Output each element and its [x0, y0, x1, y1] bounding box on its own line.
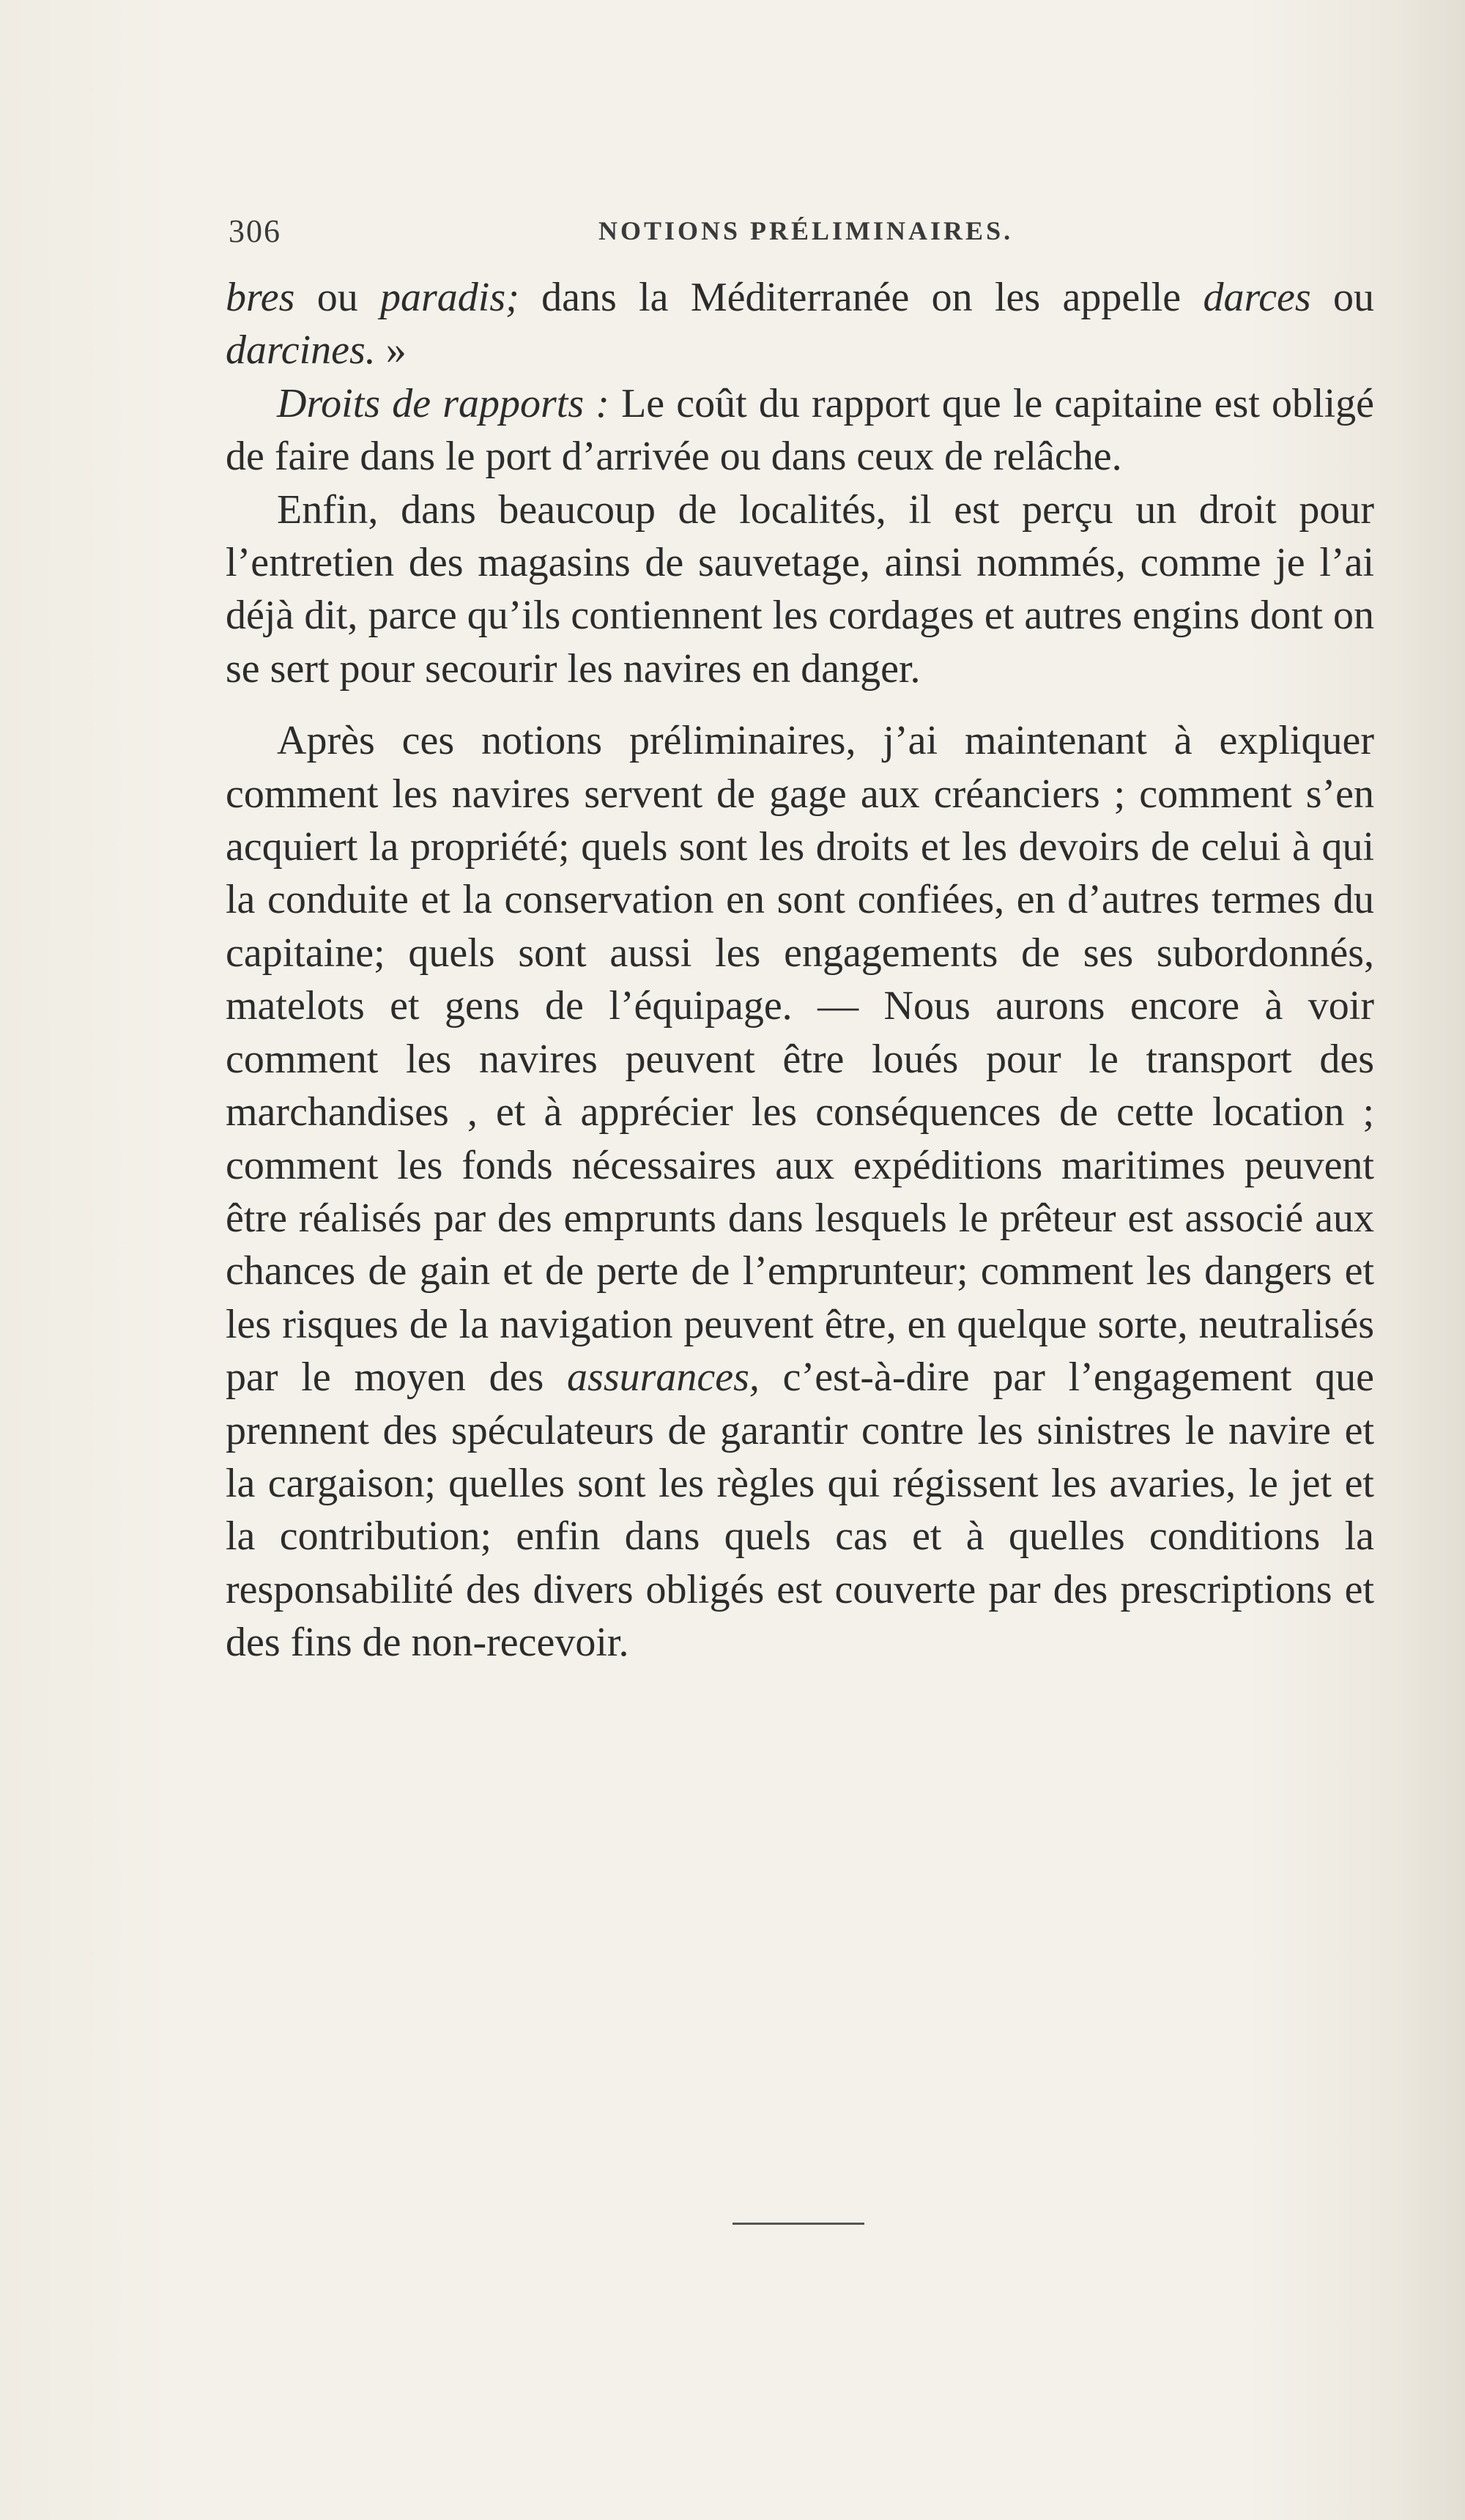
- section-end-rule: [732, 2223, 864, 2225]
- text-run: c’est-à-dire par l’engagement que prennent des spéculateurs de garantir contre les sinistres le navire et la cargaison; quelles sont les règles qui régissent les avaries, le jet et la contribution; enfin dans quels cas et à quelles conditions la responsabilité des divers obligés est couverte par des prescriptions et des fins de non-recevoir.: [226, 1354, 1374, 1666]
- italic-term: bres: [226, 275, 295, 320]
- italic-term: assurances,: [567, 1354, 760, 1401]
- italic-term: paradis;: [380, 275, 519, 320]
- paragraph-sauvetage: [226, 483, 1374, 696]
- text-run: Le coût du rapport que le capitaine est obligé de faire dans le port d’arrivée ou dans ceux de relâche.: [226, 380, 1374, 480]
- italic-term: darcines.: [226, 327, 376, 374]
- paragraph-apres-ces-notions: [226, 714, 1374, 1669]
- body-text: [226, 271, 1374, 1670]
- paragraph-continuation: [226, 271, 1374, 377]
- text-run: »: [375, 327, 407, 374]
- text-run: ou: [294, 275, 381, 320]
- text-run: dans la Méditerranée on les appelle: [519, 275, 1203, 320]
- running-head: NOTIONS PRÉLIMINAIRES.: [598, 216, 1014, 245]
- text-run: Enfin, dans beaucoup de localités, il est perçu un droit pour l’entretien des magasins de sauvetage, ainsi nommés, comme je l’ai déjà dit, parce qu’ils contiennent les cordages et autres engins dont on se sert pour secourir les navires en danger.: [226, 486, 1374, 692]
- paragraph-droits-de-rapports: [226, 377, 1374, 483]
- italic-term: Droits de rapports :: [277, 380, 609, 426]
- text-run: ou: [1310, 275, 1375, 320]
- italic-term: darces: [1203, 275, 1311, 320]
- page-number: 306: [229, 213, 281, 249]
- text-run: Après ces notions préliminaires, j’ai maintenant à expliquer comment les navires servent de gage aux créanciers ; comment s’en acquiert la propriété; quels sont les droits et les devoirs de celui à qui la conduite et la conservation en sont confiées, en d’autres termes du capitaine; quels sont aussi les engagements de ses subordonnés, matelots et gens de l’équipage. — Nous aurons encore à voir comment les navires peuvent être loués pour le transport des marchandises , et à apprécier les conséquences de cette location ; comment les fonds nécessaires aux expéditions maritimes peuvent être réalisés par des emprunts dans lesquels le prêteur est associé aux chances de gain et de perte de l’emprunteur; comment les dangers et les risques de la navigation peuvent être, en quelque sorte, neutralisés par le moyen des: [226, 718, 1374, 1401]
- page-header: [229, 212, 1371, 256]
